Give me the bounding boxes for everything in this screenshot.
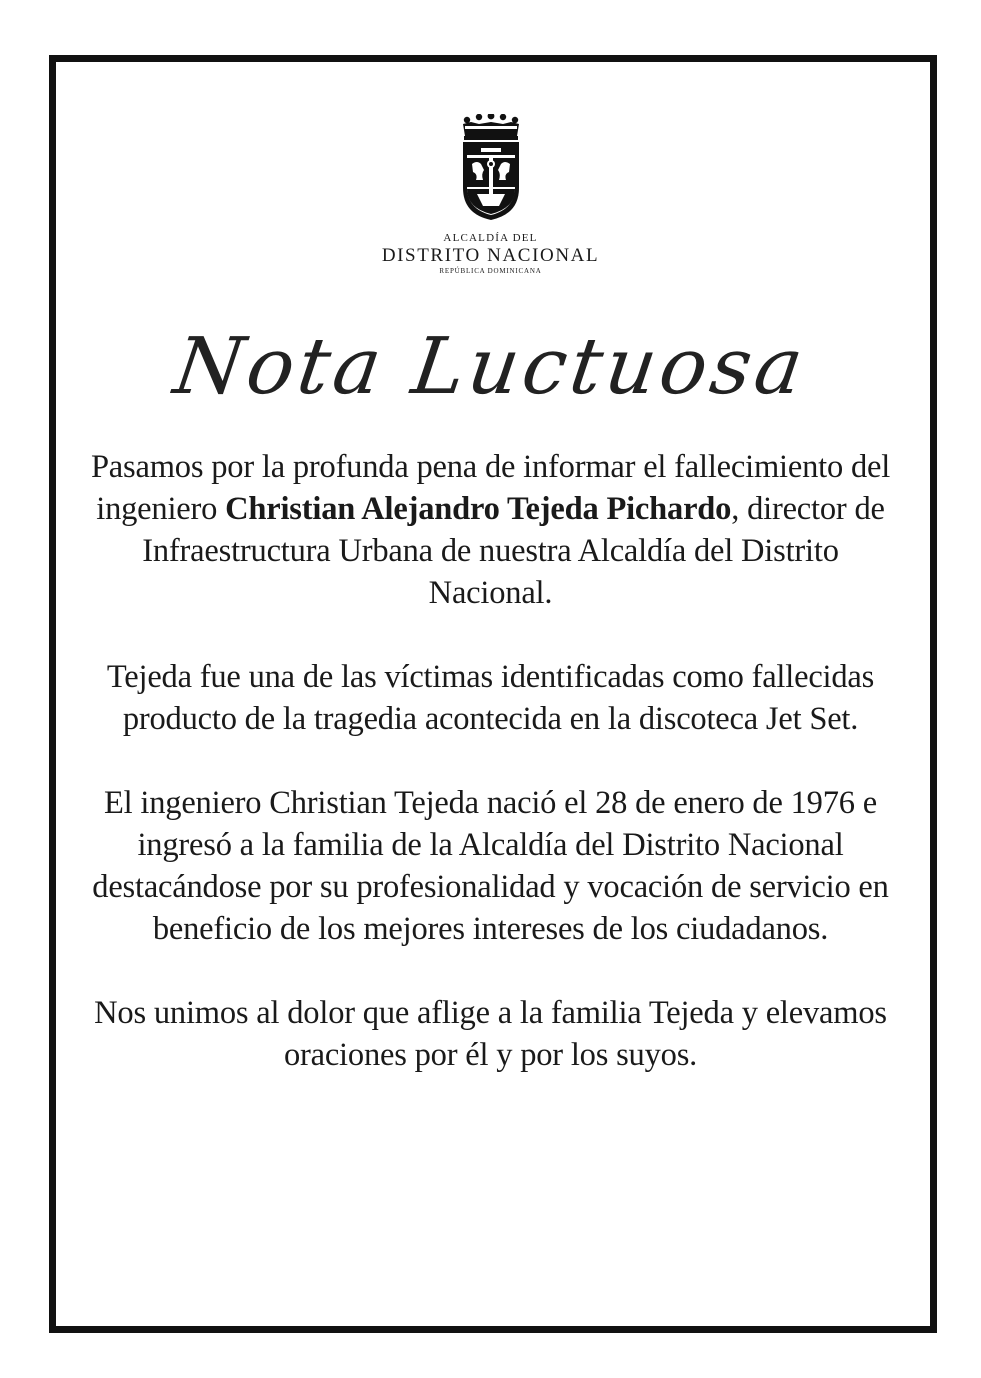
page-title: Nota Luctuosa	[168, 322, 813, 412]
coat-of-arms-icon	[459, 114, 523, 222]
announcement-body	[80, 446, 901, 1118]
deceased-name: Christian Alejandro Tejeda Pichardo	[225, 491, 732, 527]
paragraph-1	[80, 446, 901, 614]
organization-name: DISTRITO NACIONAL	[381, 245, 600, 266]
paragraph-1-rest: , director de Infraestructura Urbana de nuestra Alcaldía del Distrito Nacional.	[142, 491, 885, 611]
organization-line1: ALCALDÍA DEL	[443, 232, 538, 244]
paragraph-4: Nos unimos al dolor que aflige a la familia Tejeda y elevamos oraciones por él y por los suyos.	[94, 995, 887, 1073]
coat-of-arms-logo	[0, 114, 981, 276]
paragraph-2: Tejeda fue una de las víctimas identificadas como fallecidas producto de la tragedia acontecida en la discoteca Jet Set.	[106, 659, 875, 737]
organization-country: REPÚBLICA DOMINICANA	[439, 267, 542, 275]
paragraph-1-intro: Pasamos por la profunda pena de informar el fallecimiento del ingeniero	[90, 449, 891, 527]
paragraph-3: El ingeniero Christian Tejeda nació el 28 de enero de 1976 e ingresó a la familia de la Alcaldía del Distrito Nacional destacándose por su profesionalidad y vocación de servicio en beneficio de los mejores intereses de los ciudadanos.	[92, 785, 889, 947]
